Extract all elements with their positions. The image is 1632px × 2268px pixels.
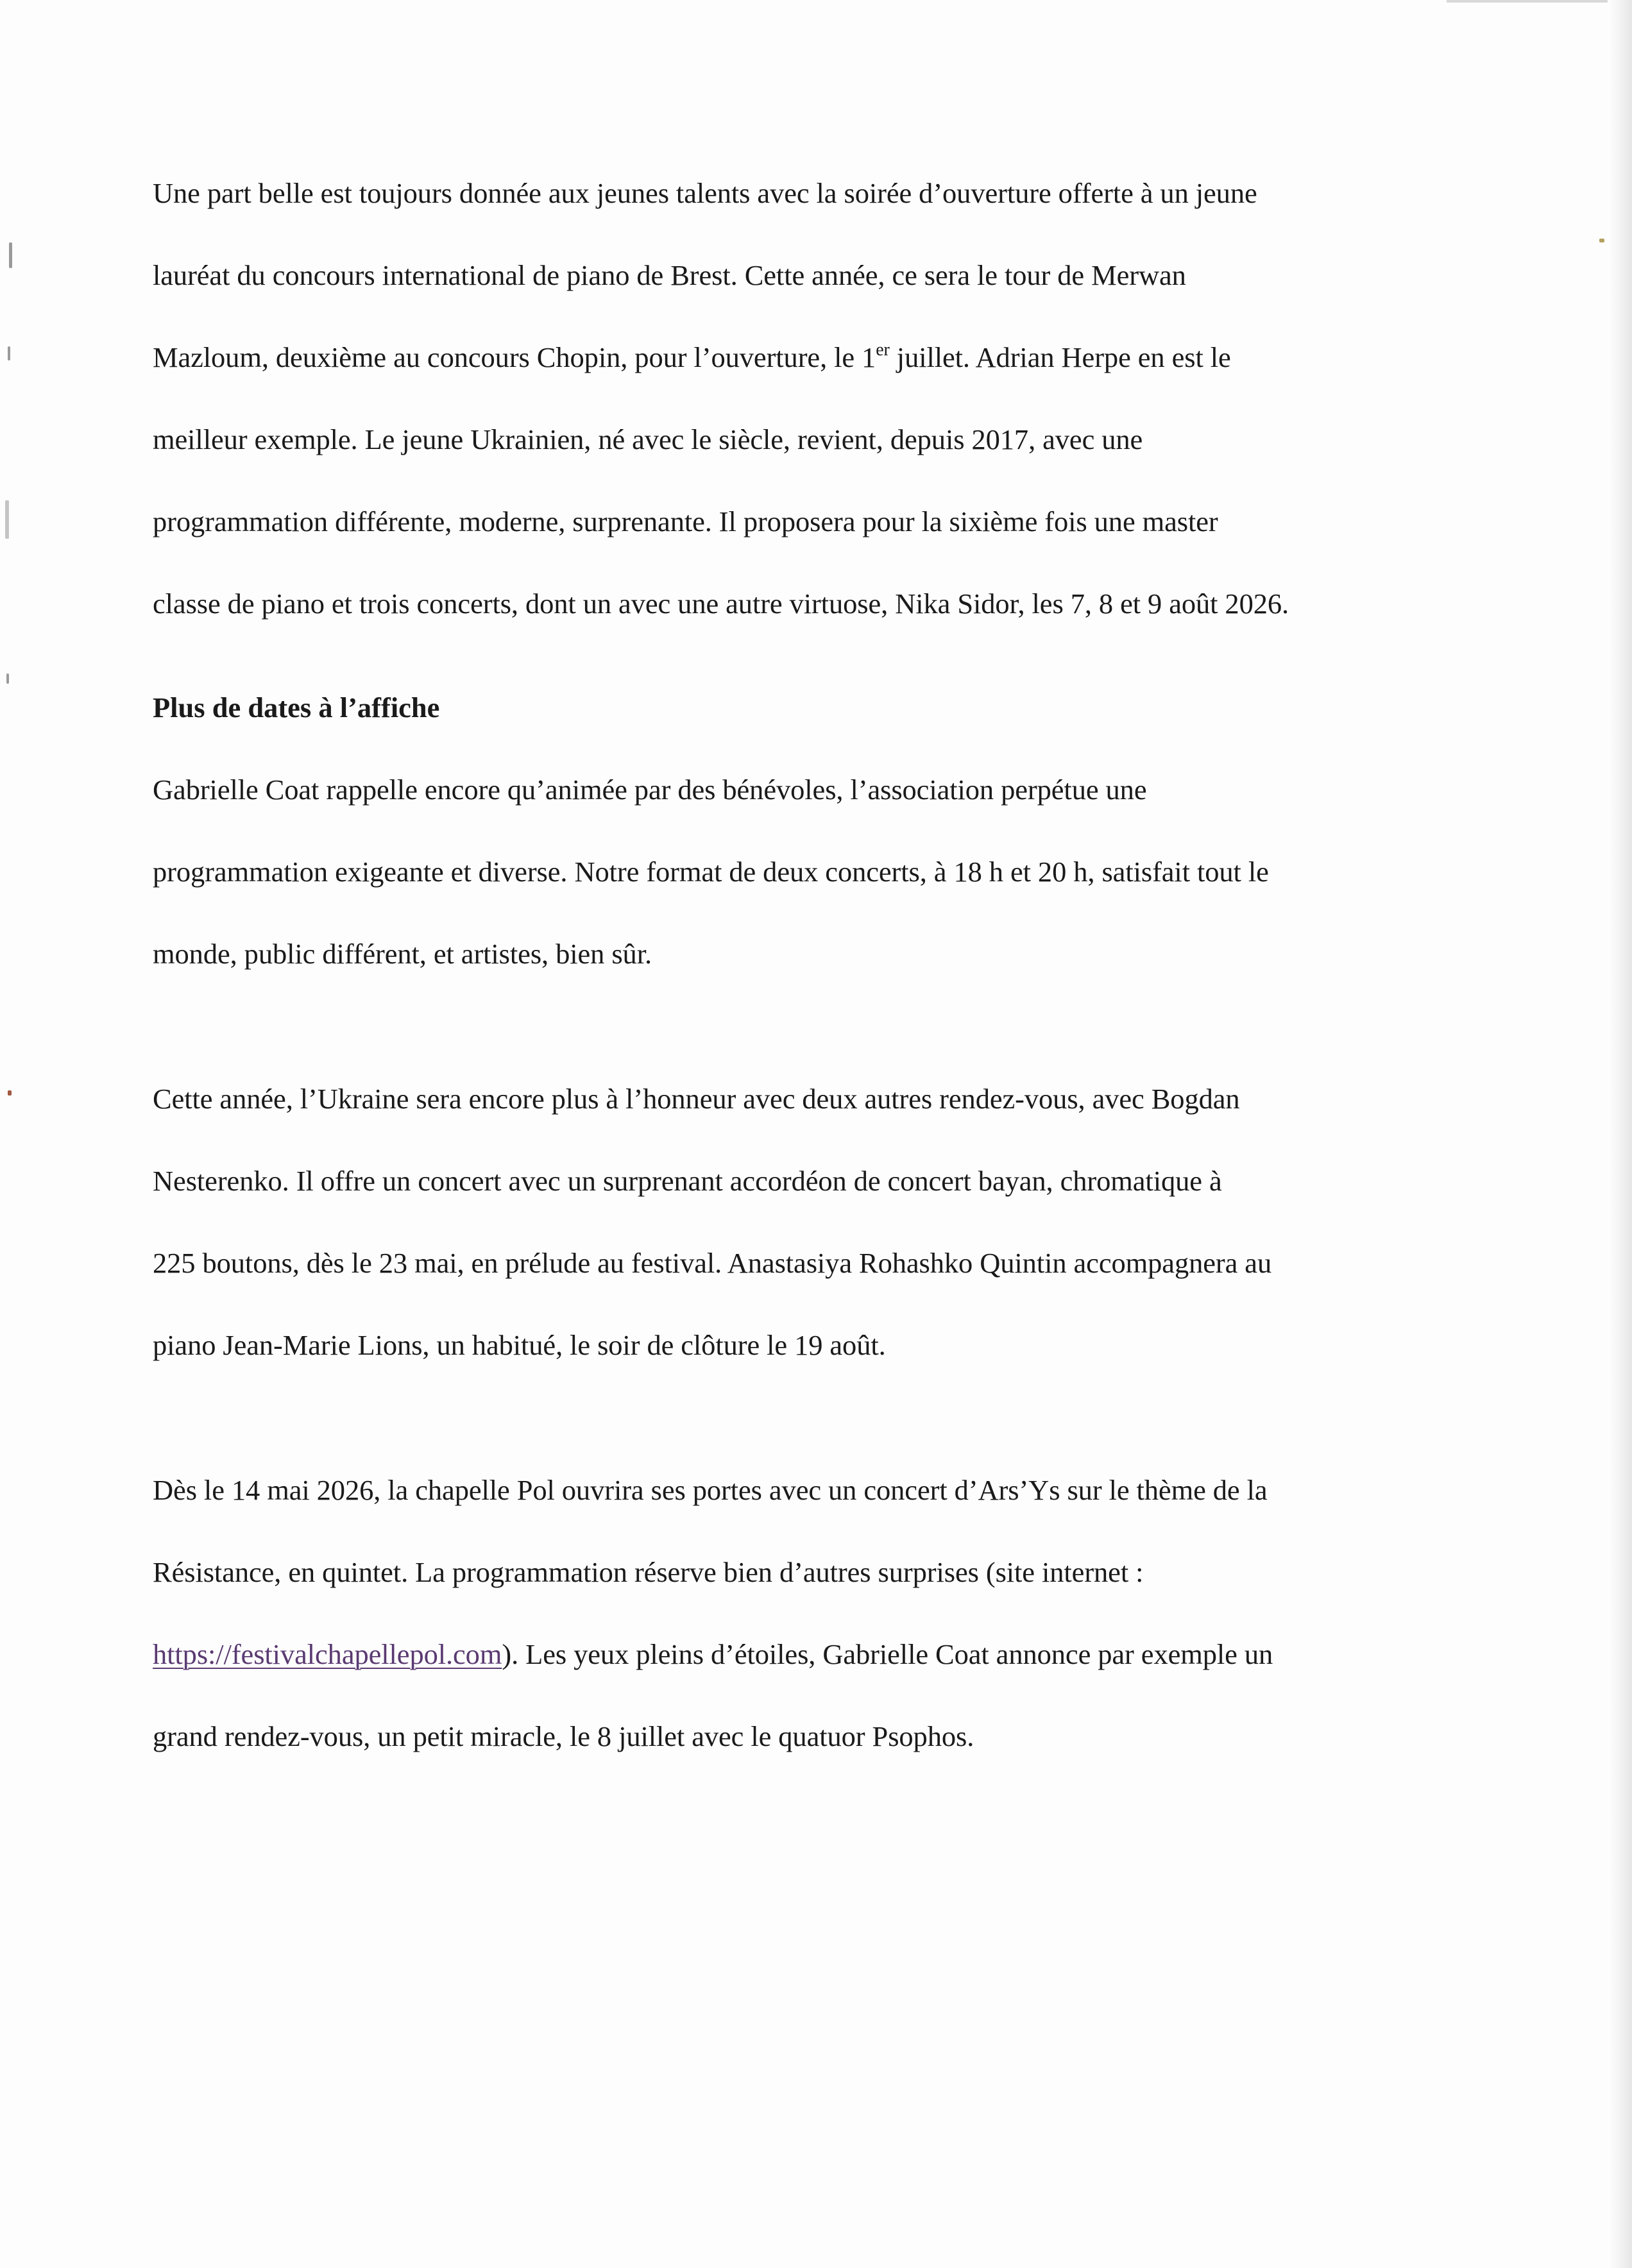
text-line: Résistance, en quintet. La programmation réserve bien d’autres surprises (site internet :	[153, 1556, 1144, 1588]
text-segment: ). Les yeux pleins d’étoiles, Gabrielle Coat annonce par exemple un	[502, 1638, 1273, 1670]
text-segment: juillet. Adrian Herpe en est le	[889, 341, 1231, 373]
scan-speck	[9, 242, 12, 268]
section-heading: Plus de dates à l’affiche	[153, 691, 440, 724]
text-line: Une part belle est toujours donnée aux jeunes talents avec la soirée d’ouverture offerte à un jeune	[153, 177, 1257, 209]
text-segment: Mazloum, deuxième au concours Chopin, pour l’ouverture, le 1	[153, 341, 876, 373]
scan-edge-shadow	[1608, 0, 1632, 2268]
scan-speck	[8, 346, 10, 360]
festival-website-link[interactable]: https://festivalchapellepol.com	[153, 1638, 502, 1670]
paragraph-chapelle-pol	[153, 1428, 1455, 1798]
text-line	[153, 337, 1455, 378]
text-line: programmation différente, moderne, surprenante. Il proposera pour la sixième fois une master	[153, 505, 1218, 537]
text-line: piano Jean-Marie Lions, un habitué, le soir de clôture le 19 août.	[153, 1329, 886, 1361]
superscript: er	[876, 340, 890, 360]
scan-speck	[6, 673, 9, 684]
scan-speck	[8, 1090, 12, 1096]
article-body	[153, 131, 1455, 1798]
scan-edge-mark	[1447, 0, 1632, 3]
text-line: Gabrielle Coat rappelle encore qu’animée par des bénévoles, l’association perpétue une	[153, 774, 1147, 806]
paragraph-ukraine	[153, 1037, 1455, 1407]
text-line: meilleur exemple. Le jeune Ukrainien, né avec le siècle, revient, depuis 2017, avec une	[153, 423, 1143, 455]
text-line: 225 boutons, dès le 23 mai, en prélude au festival. Anastasiya Rohashko Quintin accompagnera au	[153, 1247, 1272, 1279]
text-line: Nesterenko. Il offre un concert avec un surprenant accordéon de concert bayan, chromatique à	[153, 1165, 1222, 1197]
text-line: grand rendez-vous, un petit miracle, le 8 juillet avec le quatuor Psophos.	[153, 1720, 974, 1752]
text-line	[153, 1634, 1455, 1675]
paragraph-young-talents	[153, 131, 1455, 665]
text-line: Dès le 14 mai 2026, la chapelle Pol ouvrira ses portes avec un concert d’Ars’Ys sur le thème de la	[153, 1474, 1268, 1506]
text-line: classe de piano et trois concerts, dont un avec une autre virtuose, Nika Sidor, les 7, 8 et 9 août 2026.	[153, 588, 1289, 620]
text-line: monde, public différent, et artistes, bien sûr.	[153, 938, 652, 970]
text-line: programmation exigeante et diverse. Notre format de deux concerts, à 18 h et 20 h, satisfait tout le	[153, 856, 1269, 888]
scan-speck	[1599, 239, 1604, 242]
paragraph-association	[153, 728, 1455, 1015]
scan-speck	[5, 500, 9, 539]
text-line: lauréat du concours international de piano de Brest. Cette année, ce sera le tour de Merwan	[153, 259, 1186, 291]
text-line: Cette année, l’Ukraine sera encore plus à l’honneur avec deux autres rendez-vous, avec Bogdan	[153, 1083, 1240, 1115]
